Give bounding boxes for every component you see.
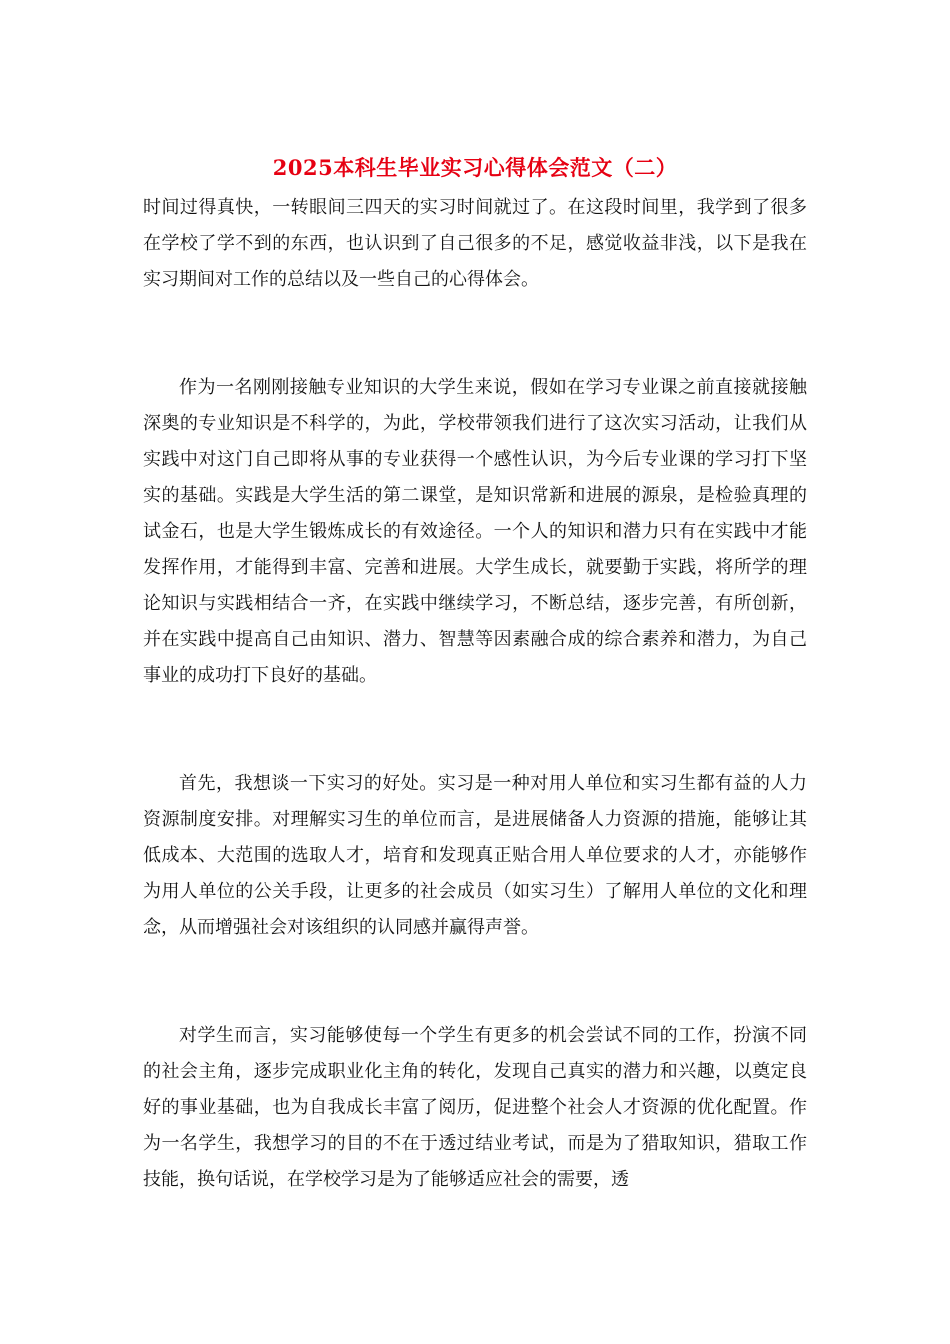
paragraph-benefits: 首先，我想谈一下实习的好处。实习是一种对用人单位和实习生都有益的人力资源制度安排。对理解实习生的单位而言，是进展储备人力资源的措施，能够让其低成本、大范围的选取人才，培育和发现真正贴合用人单位要求的人才，亦能够作为用人单位的公关手段，让更多的社会成员（如实习生）了解用人单位的文化和理念，从而增强社会对该组织的认同感并赢得声誉。 xyxy=(143,773,807,938)
paragraph-practice: 作为一名刚刚接触专业知识的大学生来说，假如在学习专业课之前直接就接触深奥的专业知识是不科学的，为此，学校带领我们进行了这次实习活动，让我们从实践中对这门自己即将从事的专业获得一个感性认识，为今后专业课的学习打下坚实的基础。实践是大学生活的第二课堂，是知识常新和进展的源泉，是检验真理的试金石，也是大学生锻炼成长的有效途径。一个人的知识和潜力只有在实践中才能发挥作用，才能得到丰富、完善和进展。大学生成长，就要勤于实践，将所学的理论知识与实践相结合一齐，在实践中继续学习，不断总结，逐步完善，有所创新，并在实践中提高自己由知识、潜力、智慧等因素融合成的综合素养和潜力，为自己事业的成功打下良好的基础。 xyxy=(143,377,807,686)
paragraph-students: 对学生而言，实习能够使每一个学生有更多的机会尝试不同的工作，扮演不同的社会主角，逐步完成职业化主角的转化，发现自己真实的潜力和兴趣，以奠定良好的事业基础，也为自我成长丰富了阅历，促进整个社会人才资源的优化配置。作为一名学生，我想学习的目的不在于透过结业考试，而是为了猎取知识，猎取工作技能，换句话说，在学校学习是为了能够适应社会的需要，透 xyxy=(143,1025,807,1190)
document-title: 2025本科生毕业实习心得体会范文（二） xyxy=(272,155,678,180)
paragraph-spacer xyxy=(143,694,807,766)
paragraph-intro: 时间过得真快，一转眼间三四天的实习时间就过了。在这段时间里，我学到了很多在学校了学不到的东西，也认识到了自己很多的不足，感觉收益非浅，以下是我在实习期间对工作的总结以及一些自己的心得体会。 xyxy=(143,197,807,290)
document-body xyxy=(143,190,807,1198)
paragraph-spacer xyxy=(143,946,807,1018)
paragraph-spacer xyxy=(143,298,807,370)
